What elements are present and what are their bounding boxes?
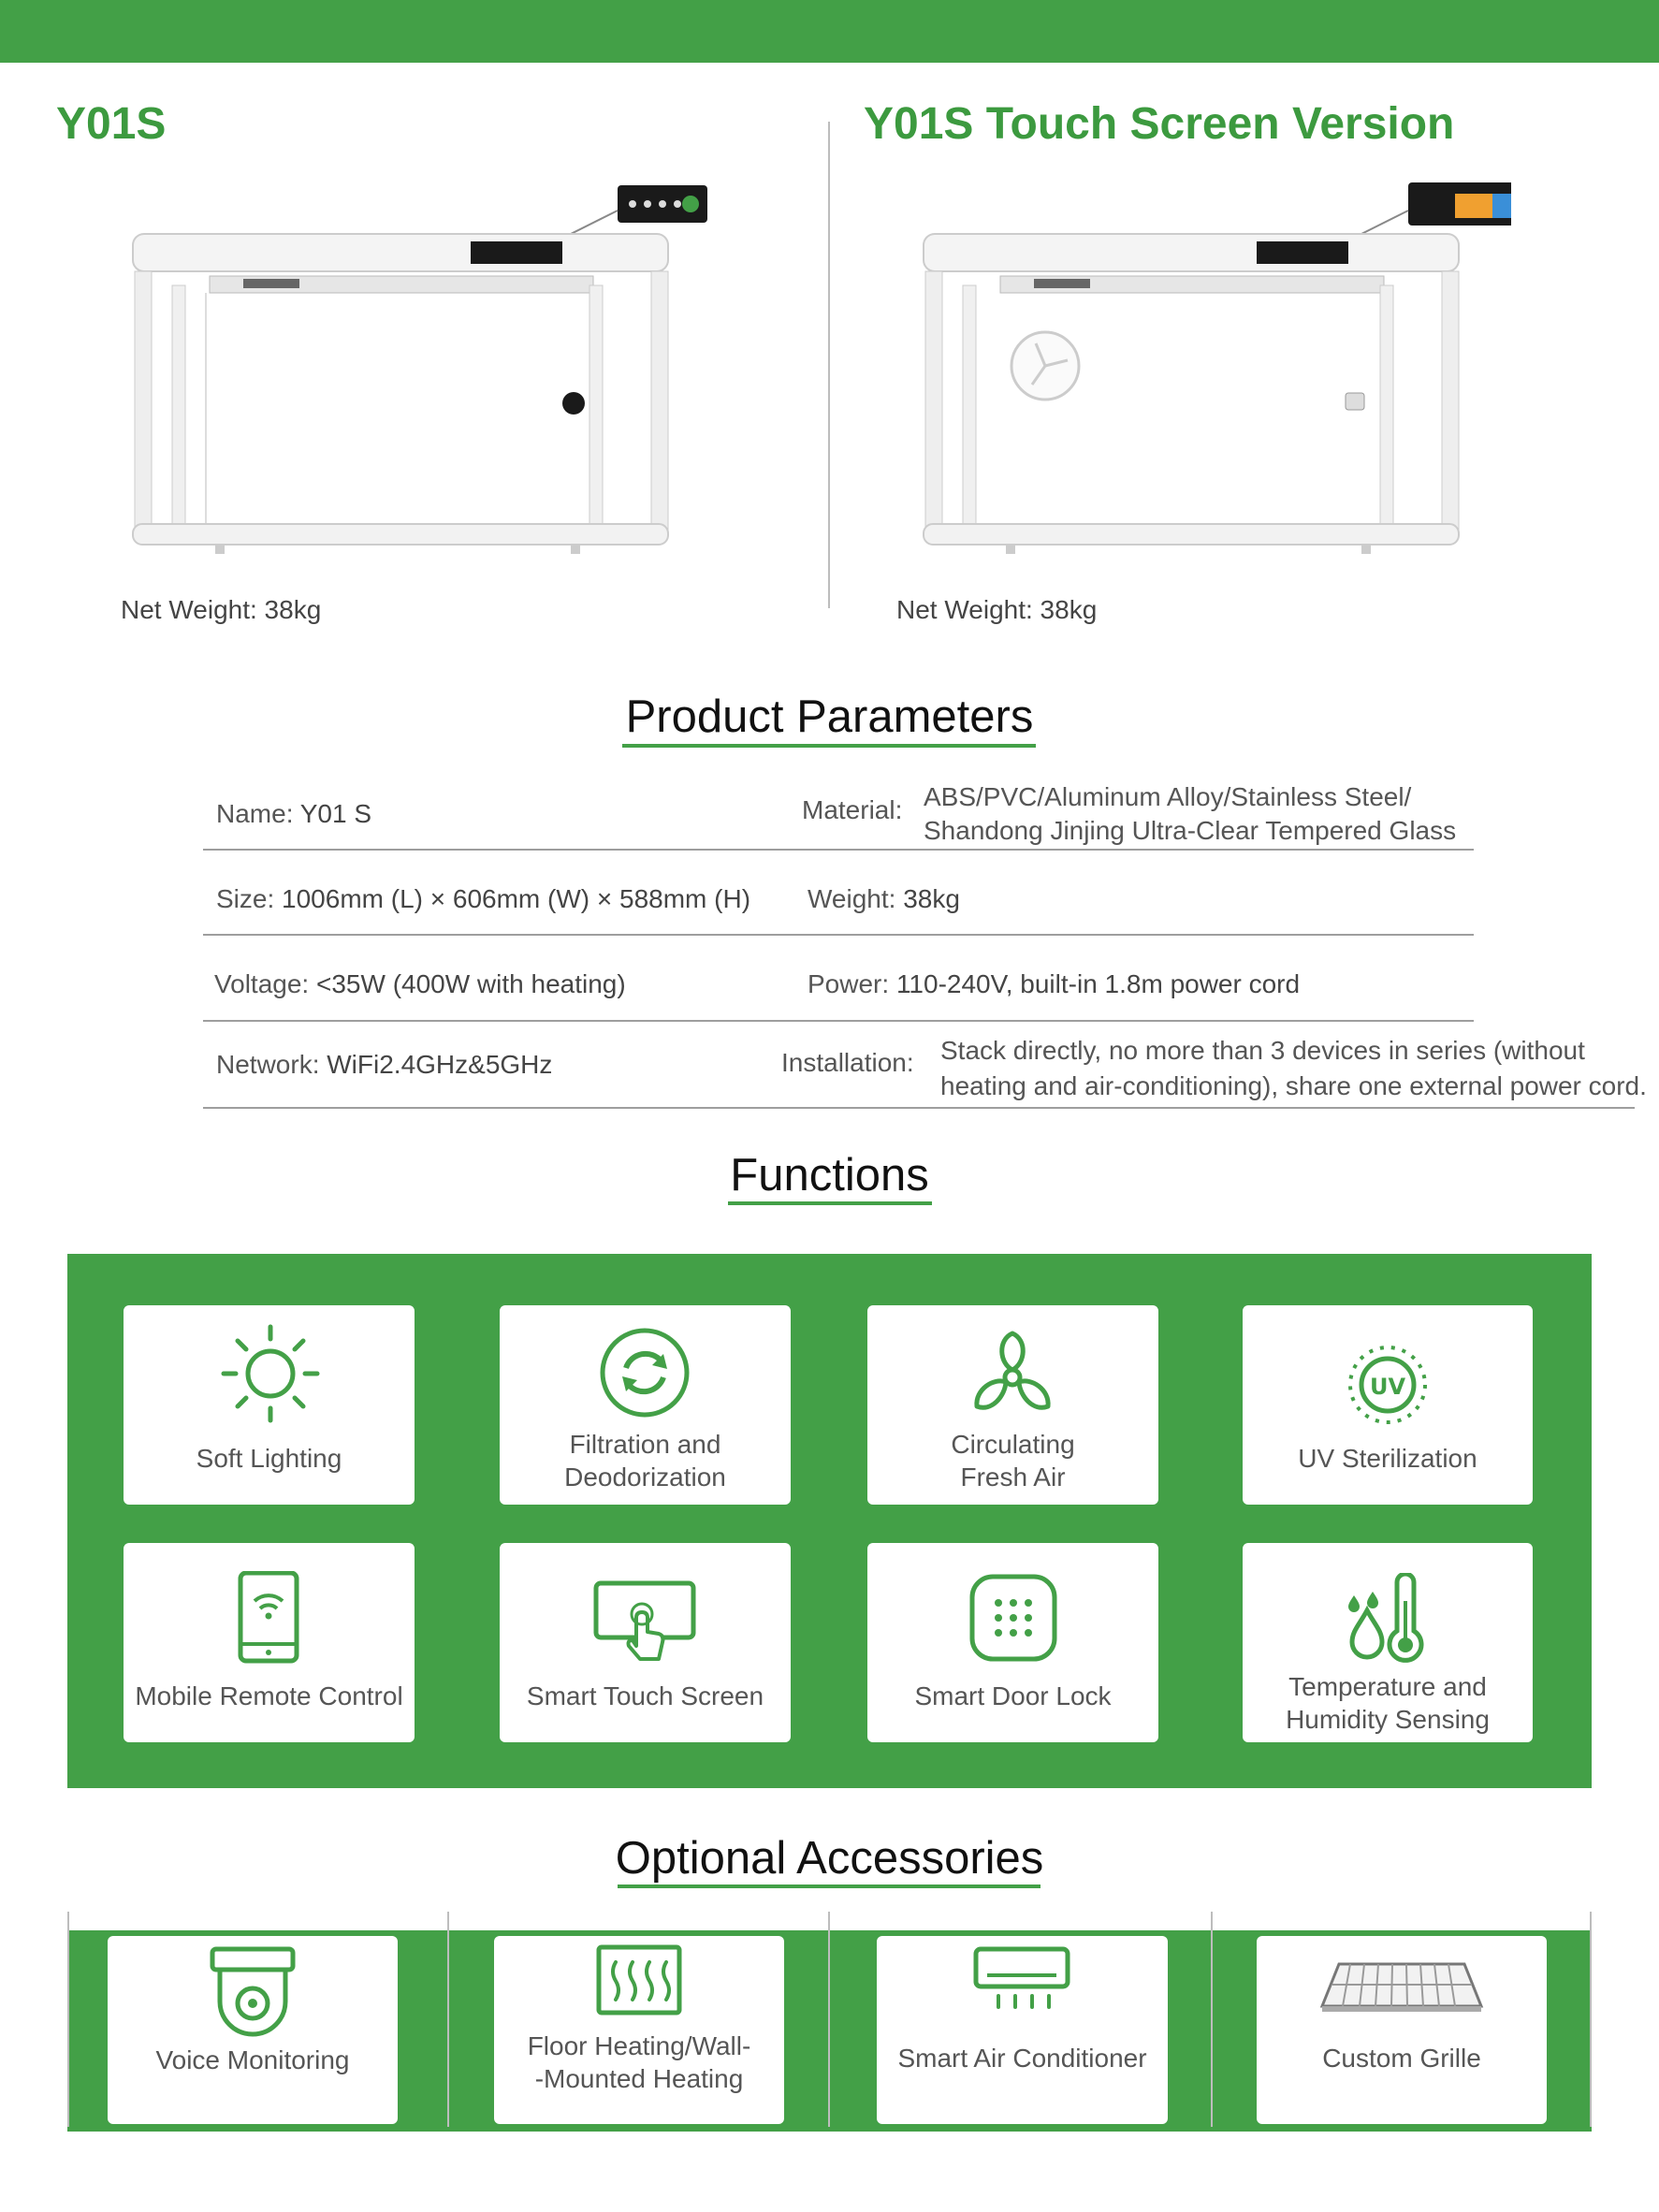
model-title-y01s: Y01S <box>56 99 167 149</box>
accessories-underline <box>618 1885 1041 1888</box>
accessory-card-grille <box>1257 1936 1547 2124</box>
accessory-separator <box>447 1912 449 2127</box>
function-card-door-lock <box>867 1543 1158 1742</box>
air-conditioner-icon <box>970 1945 1073 2020</box>
function-label: Mobile Remote Control <box>135 1681 403 1710</box>
param-label: Installation: <box>781 1048 914 1077</box>
accessories-title: Optional Accessories <box>615 1833 1044 1884</box>
accessory-separator <box>67 1912 69 2127</box>
accessory-separator <box>1590 1912 1592 2127</box>
svg-text:UV: UV <box>1369 1374 1406 1400</box>
param-label: Material: <box>802 795 903 824</box>
parameters-title: Product Parameters <box>625 691 1034 742</box>
net-weight-touch: Net Weight: 38kg <box>896 595 1098 624</box>
function-label: Smart Touch Screen <box>526 1681 764 1710</box>
parameters-underline <box>622 744 1036 748</box>
heater-icon <box>588 1942 691 2026</box>
keypad-lock-icon <box>968 1573 1058 1663</box>
param-divider <box>203 934 1474 936</box>
functions-title: Functions <box>730 1150 929 1201</box>
sun-icon <box>214 1322 327 1425</box>
param-row: Weight: 38kg <box>808 884 960 913</box>
param-value: ABS/PVC/Aluminum Alloy/Stainless Steel/ Shandong Jinjing Ultra-Clear Tempered Glass <box>924 782 1457 845</box>
thermometer-droplet-icon <box>1341 1573 1434 1666</box>
function-label: Soft Lighting <box>196 1444 342 1473</box>
param-row: Network: WiFi2.4GHz&5GHz <box>216 1050 553 1079</box>
function-card-touch-screen <box>500 1543 791 1742</box>
function-card-fresh-air <box>867 1305 1158 1505</box>
phone-wifi-icon <box>226 1571 311 1665</box>
function-card-soft-lighting <box>124 1305 415 1505</box>
accessory-label: Smart Air Conditioner <box>897 2044 1147 2073</box>
param-divider <box>203 849 1474 851</box>
uv-icon <box>1341 1343 1434 1427</box>
fan-icon <box>966 1326 1059 1419</box>
param-row: Power: 110-240V, built-in 1.8m power cord <box>808 969 1301 998</box>
param-row: Voltage: <35W (400W with heating) <box>214 969 626 998</box>
accessory-card-air-conditioner <box>877 1936 1168 2124</box>
net-weight-y01s: Net Weight: 38kg <box>121 595 322 624</box>
param-row: Size: 1006mm (L) × 606mm (W) × 588mm (H) <box>216 884 751 913</box>
accessory-separator <box>828 1912 830 2127</box>
grille-icon <box>1313 1955 1491 2020</box>
top-accent-bar <box>0 0 1659 63</box>
function-card-mobile <box>124 1543 415 1742</box>
product-image-touch <box>912 182 1511 575</box>
model-divider <box>828 122 830 608</box>
function-label: Temperature and Humidity Sensing <box>1286 1672 1490 1734</box>
filter-refresh-icon <box>598 1326 691 1419</box>
function-card-temp-humidity <box>1243 1543 1533 1742</box>
touch-screen-icon <box>593 1580 696 1665</box>
function-label: Circulating Fresh Air <box>951 1430 1075 1492</box>
function-card-filtration <box>500 1305 791 1505</box>
functions-underline <box>728 1201 932 1205</box>
model-title-touch: Y01S Touch Screen Version <box>864 99 1455 149</box>
accessory-card-voice-monitoring <box>108 1936 398 2124</box>
function-label: Filtration and Deodorization <box>564 1430 726 1492</box>
camera-icon <box>201 1945 304 2044</box>
accessory-card-heating <box>494 1936 784 2124</box>
product-image-y01s <box>122 182 720 575</box>
function-label: Smart Door Lock <box>914 1681 1112 1710</box>
param-divider <box>203 1107 1635 1109</box>
accessory-label: Voice Monitoring <box>155 2045 350 2074</box>
accessory-label: Floor Heating/Wall- -Mounted Heating <box>527 2031 751 2093</box>
accessory-label: Custom Grille <box>1322 2044 1481 2073</box>
function-label: UV Sterilization <box>1298 1444 1477 1473</box>
param-row: Name: Y01 S <box>216 799 372 828</box>
accessory-separator <box>1211 1912 1213 2127</box>
param-value: Stack directly, no more than 3 devices in series (without heating and air-conditioning), share one external power cord. <box>940 1036 1647 1100</box>
function-card-uv <box>1243 1305 1533 1505</box>
param-divider <box>203 1020 1474 1022</box>
